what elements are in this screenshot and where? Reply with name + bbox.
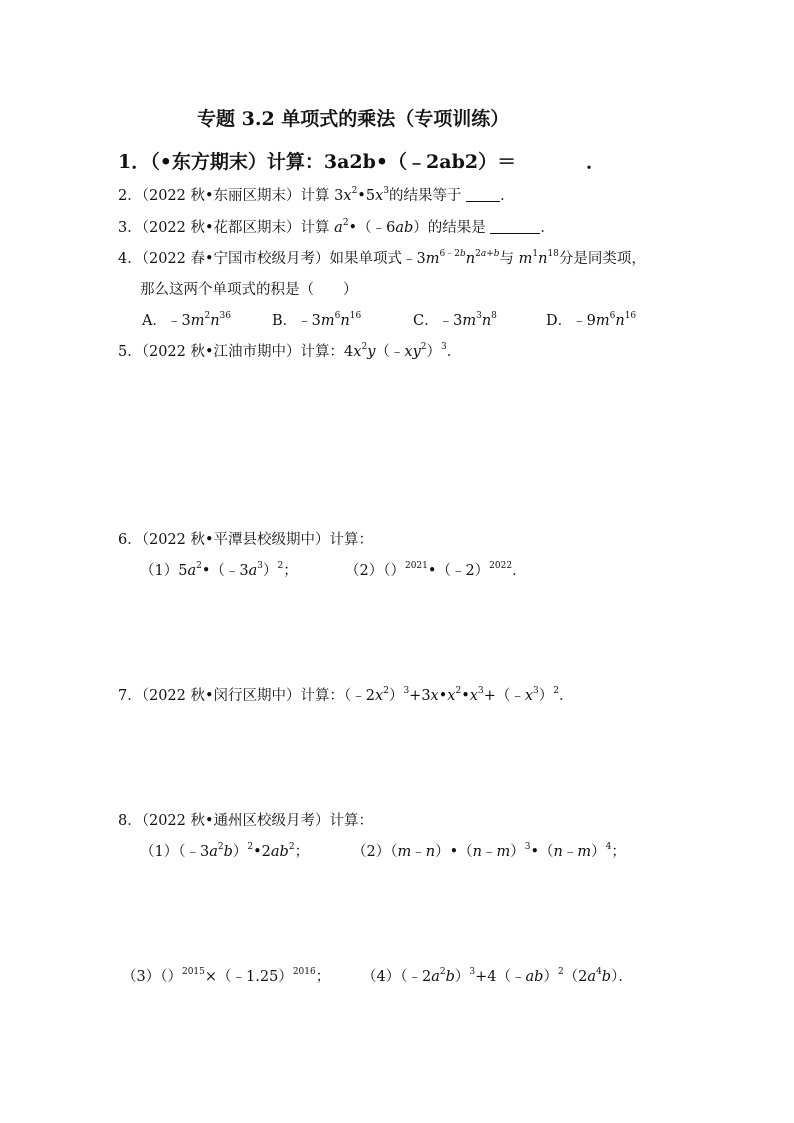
question-6-part-2: （2）（）$^{2021}$•（﹣2）$^{2022}$． (345, 561, 527, 579)
question-8-part-2: （2）（m﹣n）•（n﹣m）$^3$•（n﹣m）$^4$； (352, 842, 626, 860)
question-1: 1．（•东方期末）计算：3a2b•（﹣2ab2）＝ ． (118, 151, 606, 173)
question-8-part-4: $(4)(﹣2a^2b)^3+4(﹣ab)^2(2a^4b)$． (362, 967, 633, 985)
option-b[interactable]: B．$﹣3m^6n^{16}$ (272, 311, 362, 329)
option-c[interactable]: C．$﹣3m^3n^8$ (413, 311, 497, 329)
question-4-line2: 那么这两个单项式的积是（ ） (140, 282, 358, 298)
question-8-part-3: （3）（）$^{2015}$×（﹣1.25）$^{2016}$； (122, 967, 331, 985)
question-2: 2．（2022 秋•东丽区期末）计算 $3x^2•5x^3$的结果等于 ． (118, 186, 515, 204)
question-6: 6．（2022 秋•平潭县校级期中）计算： (118, 532, 374, 548)
answer-blank[interactable] (490, 219, 540, 234)
option-d[interactable]: D．$﹣9m^6n^{16}$ (546, 311, 637, 329)
question-8-part-1: $(1)(﹣3a^2b)^2•2ab^2$； (140, 842, 310, 860)
answer-blank[interactable] (466, 187, 500, 202)
question-4: 4．（2022 春•宁国市校级月考）如果单项式$﹣3m^{6﹣2b}n^{2a+b}$与 $m^1n^{18}$分是同类项， (118, 249, 646, 267)
page-title: 专题 3.2 单项式的乘法（专项训练） (197, 108, 510, 130)
question-8: 8．（2022 秋•通州区校级月考）计算： (118, 813, 374, 829)
question-6-part-1: $(1)5a^2•(﹣3a^3)^2$； (140, 561, 298, 579)
option-a[interactable]: A．$﹣3m^2n^{36}$ (142, 311, 231, 329)
question-5: 5．（2022 秋•江油市期中）计算：$4x^2y(﹣xy^2)^3$． (118, 342, 462, 360)
question-3: 3．（2022 秋•花都区期末）计算 $a^2•(﹣6ab)$的结果是 ． (118, 218, 555, 236)
question-7: 7．（2022 秋•闵行区期中）计算：$(﹣2x^2)^3+3x•x^2•x^3+(﹣x^3)^2$． (118, 686, 574, 704)
